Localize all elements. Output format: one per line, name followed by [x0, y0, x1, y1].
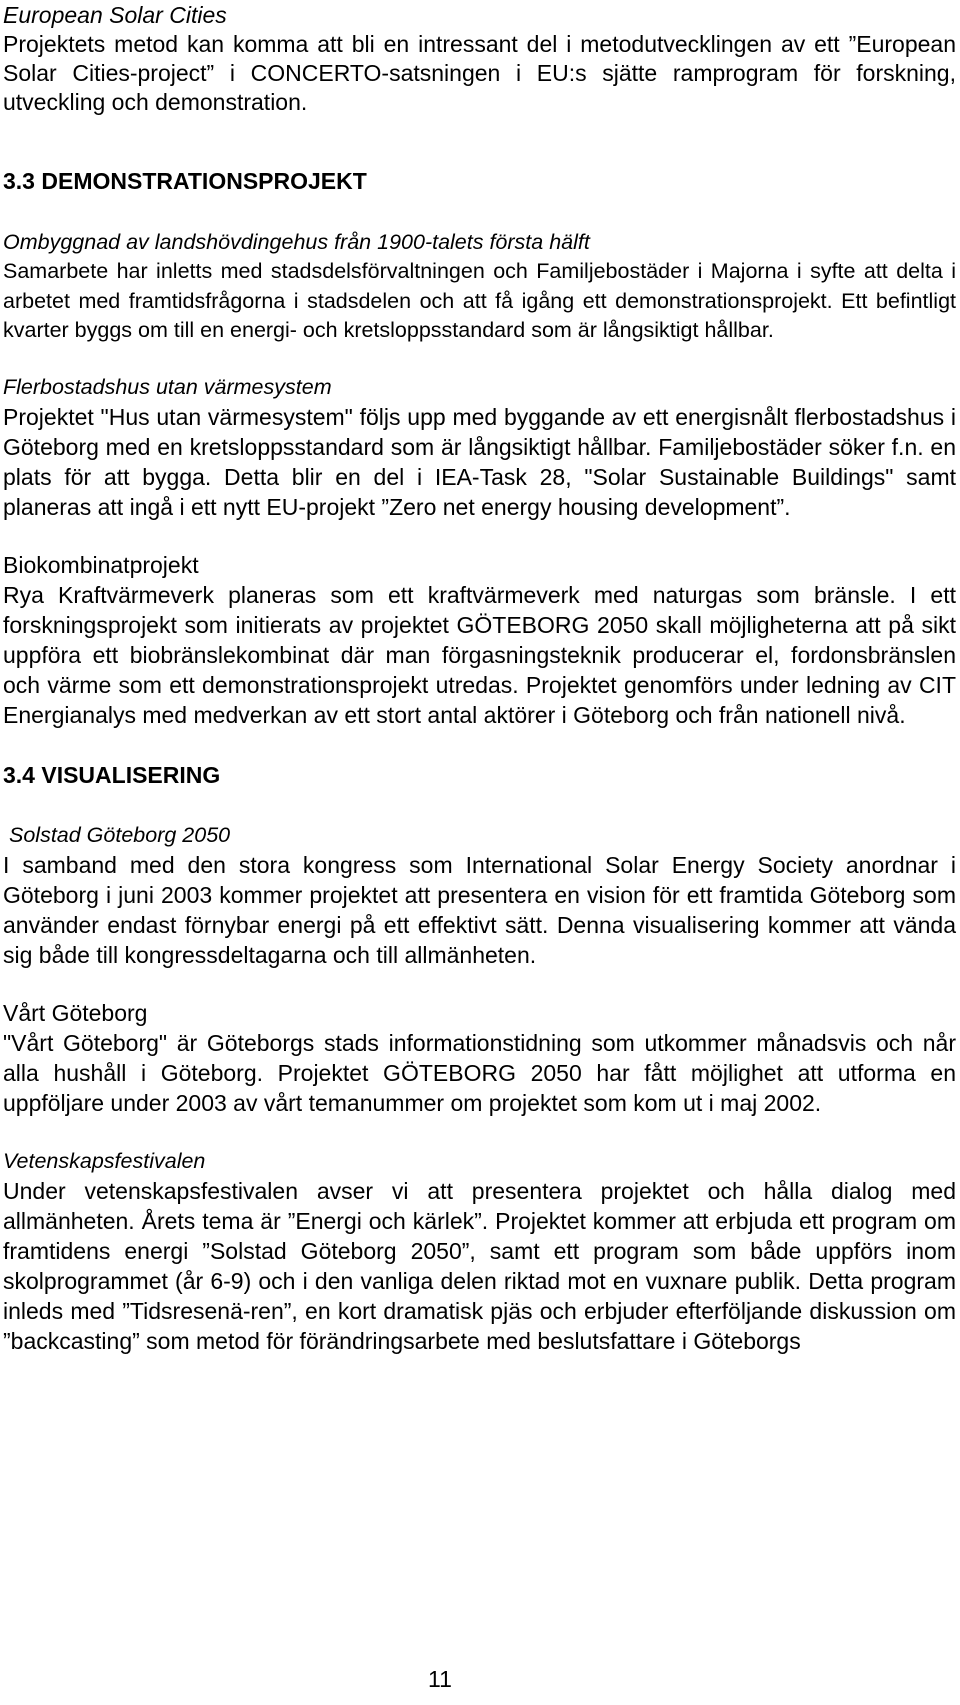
paragraph-ombyggnad: Samarbete har inletts med stadsdelsförvaltningen och Familjebostäder i Majorna i syfte att delta i arbetet med framtidsfrågorna i stadsdelen och att få igång ett demonstrationsprojekt. Ett befintligt kvarter byggs om till en energi- och kretsloppsstandard som är långsiktigt hållbar. [3, 259, 956, 342]
intro-title: European Solar Cities [3, 2, 227, 28]
document-page [3, 0, 956, 1356]
subheading-vetenskapsfestivalen: Vetenskapsfestivalen [3, 1148, 206, 1173]
subheading-solstad: Solstad Göteborg 2050 [9, 822, 231, 847]
page-number: 11 [428, 1666, 452, 1692]
section-heading-3-4: 3.4 VISUALISERING [3, 761, 221, 788]
paragraph-vart-goteborg: "Vårt Göteborg" är Göteborgs stads informationstidning som utkommer månadsvis och når alla hushåll i Göteborg. Projektet GÖTEBORG 2050 har fått möjlighet att utforma en uppföljare under 2003 av vårt temanummer om projektet som kom ut i maj 2002. [3, 1029, 956, 1116]
section-heading-3-3: 3.3 DEMONSTRATIONSPROJEKT [3, 168, 367, 194]
subheading-ombyggnad: Ombyggnad av landshövdingehus från 1900-talets första hälft [3, 230, 590, 254]
paragraph-flerbostadshus: Projektet "Hus utan värmesystem" följs upp med byggande av ett energisnålt flerbostadshus i Göteborg med en kretsloppsstandard som är långsiktigt hållbar. Familjebostäder söker f.n. en plats för att bygga. Detta blir en del i IEA-Task 28, "Solar Sustainable Buildings" samt planeras att ingå i ett nytt EU-projekt ”Zero net energy housing development”. [3, 403, 956, 520]
paragraph-solstad: I samband med den stora kongress som International Solar Energy Society anordnar i Göteborg i juni 2003 kommer projektet att presentera en vision för ett framtida Göteborg som använder endast förnybar energi på ett effektivt sätt. Denna visualisering kommer att vända sig både till kongressdeltagarna och till allmänheten. [3, 851, 956, 968]
subheading-vart-goteborg: Vårt Göteborg [3, 999, 148, 1026]
intro-paragraph: Projektets metod kan komma att bli en intressant del i metodutvecklingen av ett ”European Solar Cities-project” i CONCERTO-satsningen i EU:s sjätte ramprogram för forskning, utveckling och demonstration. [3, 31, 956, 115]
subheading-flerbostadshus: Flerbostadshus utan värmesystem [3, 374, 332, 399]
paragraph-vetenskapsfestivalen: Under vetenskapsfestivalen avser vi att presentera projektet och hålla dialog med allmänheten. Årets tema är ”Energi och kärlek”. Projektet kommer att erbjuda ett program om framtidens energi ”Solstad Göteborg 2050”, samt ett program som både uppförs inom skolprogrammet (år 6-9) och i den vanliga delen riktad mot en vuxnare publik. Detta program inleds med ”Tidsresenä-ren”, en kort dramatisk pjäs och erbjuder efterföljande diskussion om ”backcasting” som metod för förändringsarbete med beslutsfattare i Göteborgs [3, 1177, 956, 1354]
subheading-biokombinat: Biokombinatprojekt [3, 551, 199, 578]
paragraph-biokombinat: Rya Kraftvärmeverk planeras som ett kraftvärmeverk med naturgas som bränsle. I ett forskningsprojekt som initierats av projektet GÖTEBORG 2050 skall möjligheterna att på sikt uppföra ett biobränslekombinat där man förgasningsteknik producerar el, fordonsbränslen och värme som ett demonstrationsprojekt utredas. Projektet genomförs under ledning av CIT Energianalys med medverkan av ett stort antal aktörer i Göteborg och från nationell nivå. [3, 581, 956, 728]
